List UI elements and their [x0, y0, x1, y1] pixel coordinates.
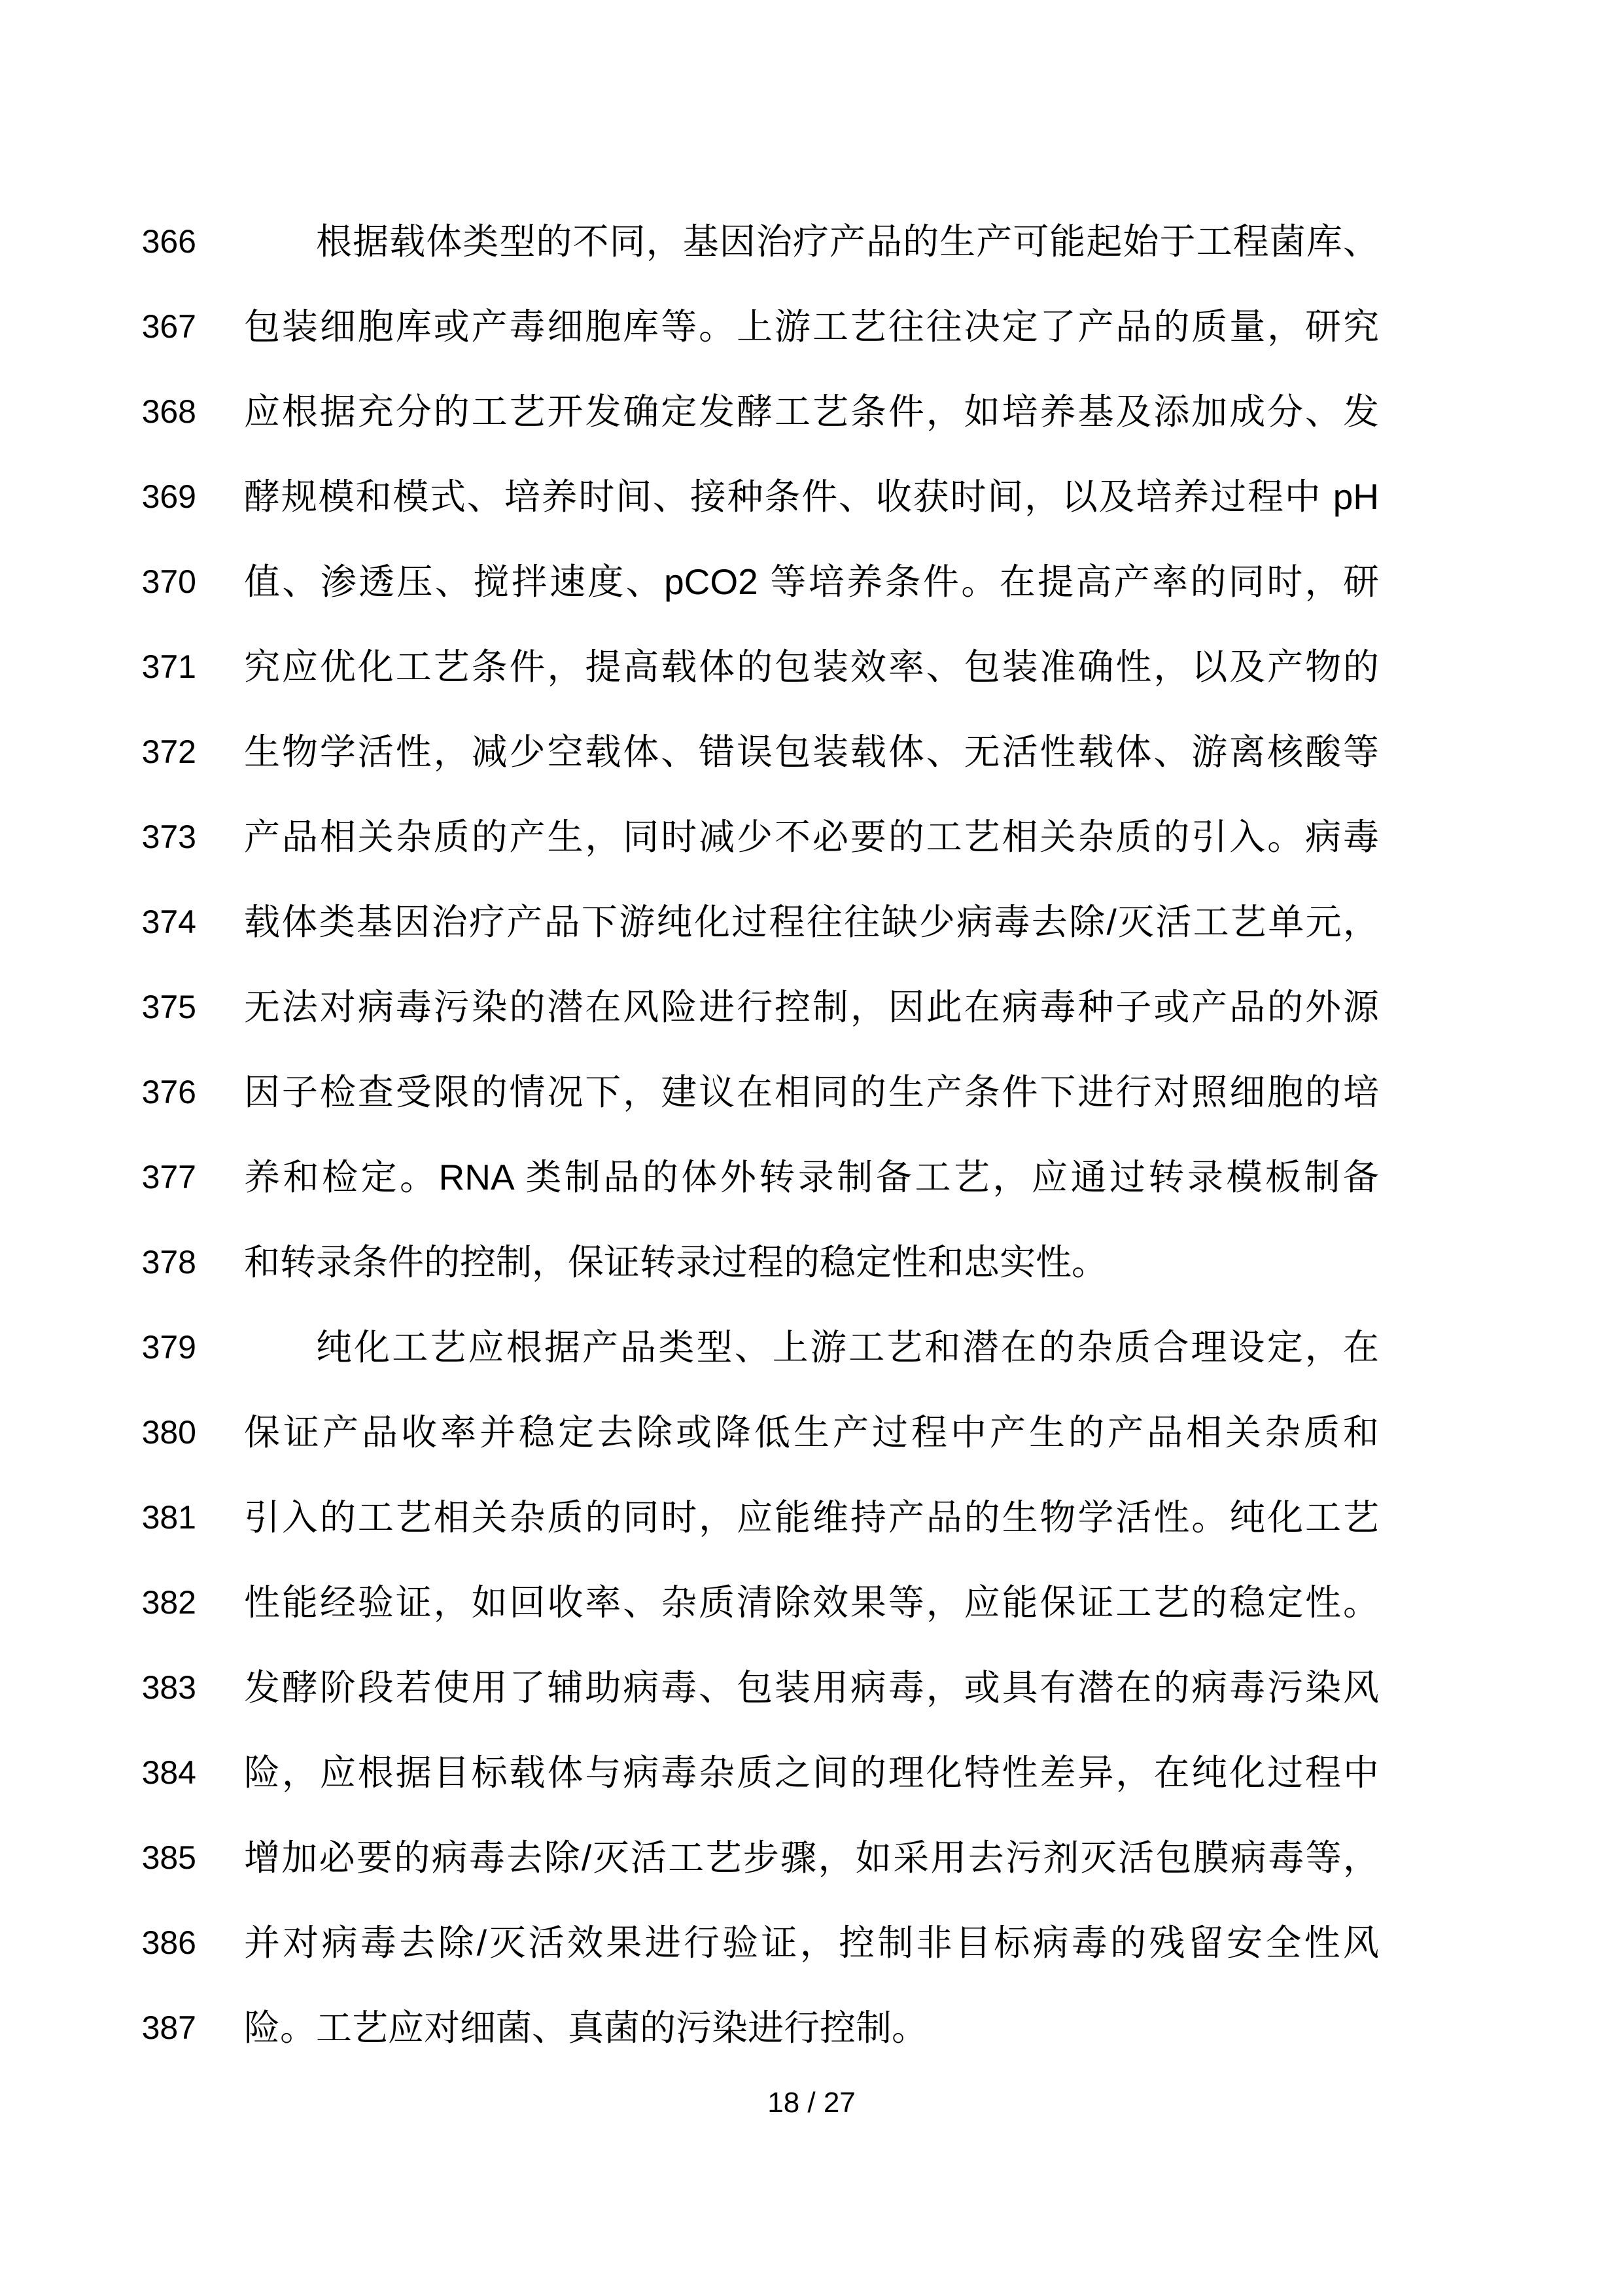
line-number: 383 — [141, 1669, 196, 1706]
line-number: 377 — [141, 1159, 196, 1195]
line-text: 和转录条件的控制，保证转录过程的稳定性和忠实性。 — [244, 1242, 1108, 1282]
line-number: 385 — [141, 1839, 196, 1876]
line-text: 发酵阶段若使用了辅助病毒、包装用病毒，或具有潜在的病毒污染风 — [244, 1667, 1379, 1708]
line-row — [0, 539, 1623, 624]
line-number: 380 — [141, 1414, 196, 1451]
line-number: 386 — [141, 1924, 196, 1961]
line-row — [0, 1815, 1623, 1900]
line-row — [0, 1050, 1623, 1135]
line-text: 应根据充分的工艺开发确定发酵工艺条件，如培养基及添加成分、发 — [244, 391, 1379, 432]
line-text: 酵规模和模式、培养时间、接种条件、收获时间，以及培养过程中 pH — [244, 476, 1379, 517]
line-text: 并对病毒去除/灭活效果进行验证，控制非目标病毒的残留安全性风 — [244, 1922, 1379, 1963]
line-row — [0, 964, 1623, 1050]
line-number: 384 — [141, 1754, 196, 1791]
line-number: 379 — [141, 1329, 196, 1366]
line-row — [0, 879, 1623, 964]
line-text: 包装细胞库或产毒细胞库等。上游工艺往往决定了产品的质量，研究 — [244, 306, 1379, 347]
line-number: 368 — [141, 393, 196, 430]
line-number: 381 — [141, 1499, 196, 1536]
line-text: 值、渗透压、搅拌速度、pCO2 等培养条件。在提高产率的同时，研 — [244, 561, 1379, 602]
line-row — [0, 1730, 1623, 1815]
line-row — [0, 1985, 1623, 2070]
page-number: 18 / 27 — [767, 2087, 856, 2119]
line-text: 险，应根据目标载体与病毒杂质之间的理化特性差异，在纯化过程中 — [244, 1752, 1379, 1793]
line-number: 382 — [141, 1584, 196, 1621]
line-text: 因子检查受限的情况下，建议在相同的生产条件下进行对照细胞的培 — [244, 1072, 1379, 1112]
line-text: 无法对病毒污染的潜在风险进行控制，因此在病毒种子或产品的外源 — [244, 987, 1379, 1027]
line-row — [0, 624, 1623, 709]
line-row — [0, 1475, 1623, 1560]
line-number: 366 — [141, 223, 196, 260]
line-row — [0, 794, 1623, 879]
line-text: 养和检定。RNA 类制品的体外转录制备工艺，应通过转录模板制备 — [244, 1157, 1379, 1197]
line-number: 371 — [141, 648, 196, 685]
line-text: 性能经验证，如回收率、杂质清除效果等，应能保证工艺的稳定性。 — [244, 1582, 1379, 1623]
line-text: 生物学活性，减少空载体、错误包装载体、无活性载体、游离核酸等 — [244, 732, 1379, 772]
line-text: 根据载体类型的不同，基因治疗产品的生产可能起始于工程菌库、 — [316, 221, 1379, 262]
line-row — [0, 199, 1623, 284]
line-row — [0, 369, 1623, 454]
line-text: 究应优化工艺条件，提高载体的包装效率、包装准确性，以及产物的 — [244, 646, 1379, 687]
line-number: 372 — [141, 733, 196, 770]
line-text: 纯化工艺应根据产品类型、上游工艺和潜在的杂质合理设定，在 — [316, 1327, 1379, 1368]
line-row — [0, 1305, 1623, 1390]
line-number: 370 — [141, 563, 196, 600]
line-text: 保证产品收率并稳定去除或降低生产过程中产生的产品相关杂质和 — [244, 1412, 1379, 1453]
line-number: 374 — [141, 904, 196, 940]
line-text: 引入的工艺相关杂质的同时，应能维持产品的生物学活性。纯化工艺 — [244, 1497, 1379, 1538]
line-number: 378 — [141, 1244, 196, 1280]
line-number: 373 — [141, 819, 196, 855]
line-number: 387 — [141, 2009, 196, 2046]
line-row — [0, 1135, 1623, 1220]
line-row — [0, 284, 1623, 369]
line-text: 增加必要的病毒去除/灭活工艺步骤，如采用去污剂灭活包膜病毒等， — [244, 1837, 1379, 1878]
line-number: 369 — [141, 478, 196, 515]
line-row — [0, 1220, 1623, 1305]
line-row — [0, 709, 1623, 794]
line-row — [0, 1645, 1623, 1730]
line-number: 367 — [141, 308, 196, 345]
line-text: 载体类基因治疗产品下游纯化过程往往缺少病毒去除/灭活工艺单元， — [244, 902, 1379, 942]
line-text: 产品相关杂质的产生，同时减少不必要的工艺相关杂质的引入。病毒 — [244, 817, 1379, 857]
page-footer — [0, 2087, 1623, 2119]
line-row — [0, 1900, 1623, 1985]
line-row — [0, 1560, 1623, 1645]
document-body — [0, 199, 1623, 2070]
line-row — [0, 1390, 1623, 1475]
line-number: 376 — [141, 1074, 196, 1110]
line-text: 险。工艺应对细菌、真菌的污染进行控制。 — [244, 2007, 928, 2048]
line-number: 375 — [141, 989, 196, 1025]
line-row — [0, 454, 1623, 539]
